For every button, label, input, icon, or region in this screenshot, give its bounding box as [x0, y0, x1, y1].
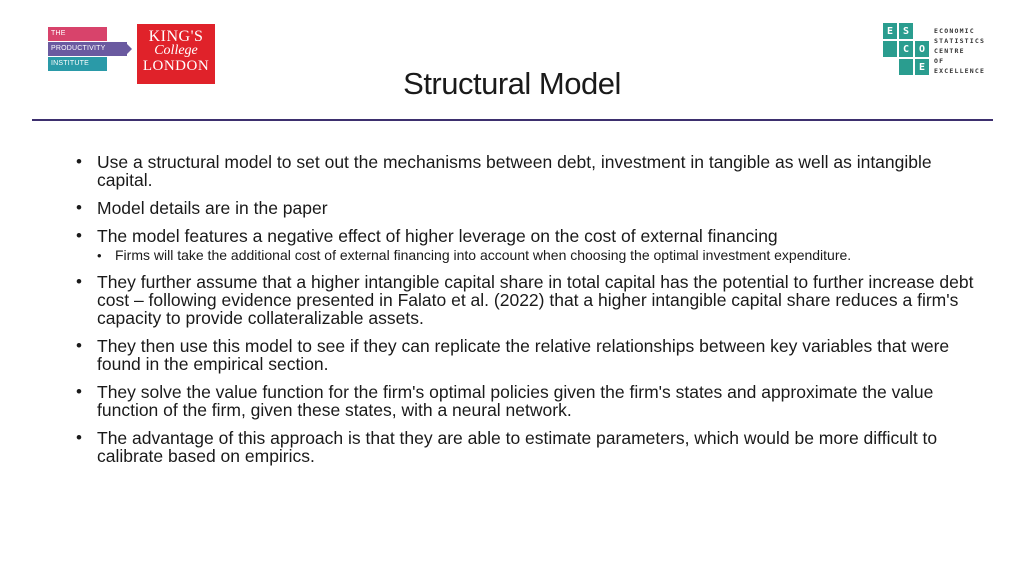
bullet-item: • They solve the value function for the firm's optimal policies given the firm's states and approximate the value function of the firm, given these states, with a neural network.: [76, 383, 976, 419]
bullet-item: • The advantage of this approach is that they are able to estimate parameters, which would be more difficult to calibrate based on empirics.: [76, 429, 976, 465]
escoe-word: CENTRE: [934, 47, 965, 55]
logo-text-the: THE: [48, 27, 107, 41]
logo-text-institute: INSTITUTE: [48, 57, 107, 71]
logo-arrow-icon: [125, 42, 132, 56]
escoe-cell: E: [914, 58, 930, 76]
bullet-item: • The model features a negative effect of higher leverage on the cost of external financing: [76, 227, 976, 245]
escoe-word: OF: [934, 57, 945, 65]
logo-text-kings: KING'S: [148, 28, 204, 45]
escoe-cell: [882, 40, 898, 58]
bullet-item: • They then use this model to see if they can replicate the relative relationships between key variables that were found in the empirical section.: [76, 337, 976, 373]
escoe-cell: C: [898, 40, 914, 58]
logo-text-london: LONDON: [142, 58, 210, 74]
bullet-item: • Model details are in the paper: [76, 199, 976, 217]
escoe-word: STATISTICS: [934, 37, 986, 45]
escoe-cell: S: [898, 22, 914, 40]
escoe-word: ECONOMIC: [934, 27, 975, 35]
escoe-cell: E: [882, 22, 898, 40]
bullet-item: • They further assume that a higher intangible capital share in total capital has the potential to further increase debt cost – following evidence presented in Falato et al. (2022) that a higher intangible capital share reduces a firm's capacity to provide collateralizable assets.: [76, 273, 976, 327]
logo-text-college: College: [154, 43, 198, 58]
escoe-word: EXCELLENCE: [934, 67, 986, 75]
escoe-cell: [914, 22, 930, 40]
logo-text-productivity: PRODUCTIVITY: [48, 42, 127, 56]
bullet-item: • Use a structural model to set out the mechanisms between debt, investment in tangible as well as intangible capital.: [76, 153, 976, 189]
sub-bullet-item: • Firms will take the additional cost of external financing into account when choosing the optimal investment expenditure.: [97, 248, 976, 263]
bullet-list: [76, 153, 976, 475]
slide-title: Structural Model: [403, 66, 621, 101]
escoe-cell: O: [914, 40, 930, 58]
title-divider: [32, 119, 993, 121]
